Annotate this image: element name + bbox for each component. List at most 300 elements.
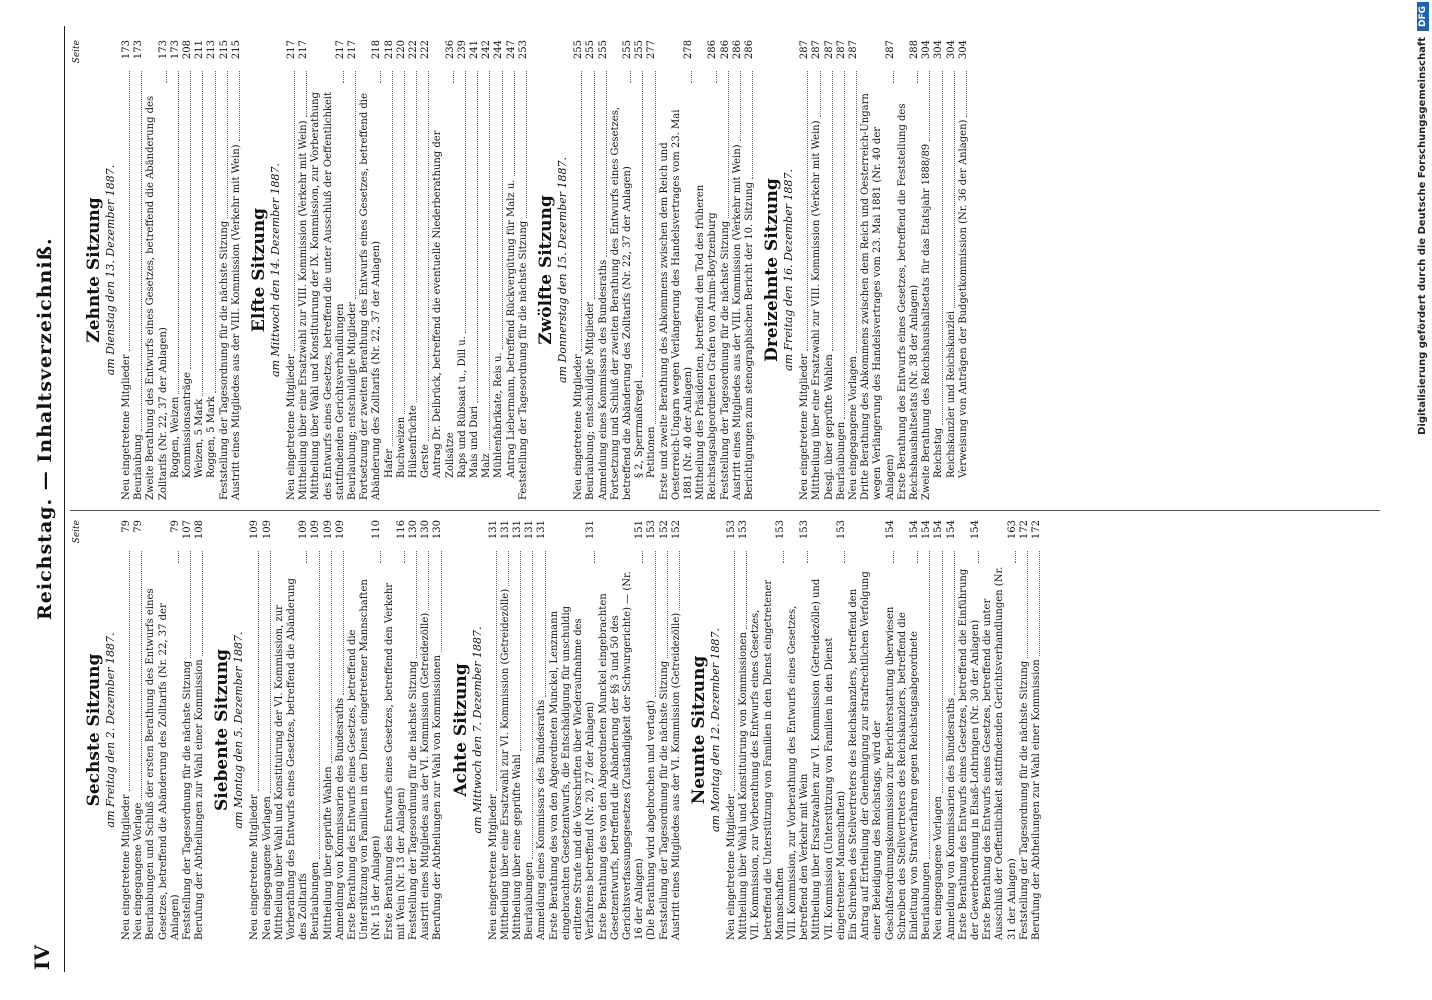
dot-leader xyxy=(258,551,259,791)
dot-leader xyxy=(190,71,191,369)
page-ref: 277 xyxy=(646,40,658,60)
dot-leader xyxy=(929,551,930,859)
page-ref: 287 xyxy=(811,40,823,60)
dot-leader xyxy=(294,71,295,351)
page-ref: 116 xyxy=(395,520,407,540)
page-ref: 79 xyxy=(133,520,145,533)
page-ref: 217 xyxy=(347,40,359,60)
entry-text: Mittheilung über eine Ersatzwahl zur VI. Kommission (Getreidezölle) xyxy=(499,588,511,940)
dot-leader xyxy=(508,551,509,586)
page-ref: 255 xyxy=(597,40,609,60)
page-ref: 173 xyxy=(121,40,132,60)
entry-text: Reichskanzler und Reichskanzlei xyxy=(945,311,957,478)
entry-text: Buchweizen xyxy=(395,416,407,478)
entry-text: Feststellung der Tagesordnung für die nächste Sitzung xyxy=(218,220,230,500)
session-title: Siebente Sitzung xyxy=(212,648,233,812)
session-title: Dreizehnte Sitzung xyxy=(762,178,783,362)
toc-entry xyxy=(310,40,347,500)
dot-leader xyxy=(942,71,943,425)
toc-entry xyxy=(359,40,383,500)
session-date: am Freitag den 2. Dezember 1887. xyxy=(104,632,117,828)
session-title: Sechste Sitzung xyxy=(84,653,104,807)
page-ref: 154 xyxy=(908,520,920,540)
entry-text: Mühlenfabrikate, Reis u. xyxy=(493,352,505,478)
entry-list xyxy=(726,520,1043,940)
toc-column-left xyxy=(72,520,1372,940)
dot-leader xyxy=(380,71,381,83)
dot-leader xyxy=(954,551,955,695)
dot-leader xyxy=(520,551,521,751)
running-title: Reichstag. — Inhaltsverzeichniß. xyxy=(34,237,56,620)
page-ref: 153 xyxy=(799,520,811,540)
page-ref: 287 xyxy=(884,40,896,60)
page-ref: 173 xyxy=(133,40,145,60)
page-ref: 110 xyxy=(371,520,383,540)
page-ref: 131 xyxy=(512,520,524,540)
toc-entry xyxy=(347,40,359,500)
page-ref: 287 xyxy=(799,40,811,60)
entry-list xyxy=(249,520,444,940)
dot-leader xyxy=(746,551,747,629)
toc-entry xyxy=(610,40,634,500)
toc-entry xyxy=(518,40,530,500)
toc-entry xyxy=(720,40,732,500)
page-ref: 131 xyxy=(499,520,511,540)
page-ref: 215 xyxy=(230,40,242,60)
dot-leader xyxy=(141,71,142,431)
entry-text: Austritt eines Mitgliedes aus der VIII. Kommission (Verkehr mit Wein) xyxy=(230,144,242,500)
page-ref: 255 xyxy=(573,40,585,60)
toc-entry xyxy=(481,40,493,500)
page-ref: 217 xyxy=(286,40,298,60)
toc-entry xyxy=(860,40,897,500)
page-ref: 109 xyxy=(310,520,322,540)
page-ref: 173 xyxy=(169,40,181,60)
toc-entry xyxy=(469,40,481,500)
entry-text: Ein Schreiben des Stellvertreters des Reichskanzlers, betreffend den Antrag auf Ertheilung der Genehmigung zur strafrechtlichen Verfolgung einer Beleidigung des Reichstags, wird der Geschäftsordnungskommission zur Berichterstattung überwiesen xyxy=(847,571,896,940)
entry-text: Raps und Rübsaat u., Dill u. xyxy=(456,336,468,478)
toc-entry xyxy=(133,520,145,940)
entry-text: Neu eingetretene Mitglieder xyxy=(799,354,811,500)
column-left-sessions xyxy=(84,520,1043,940)
page-ref: 211 xyxy=(194,40,206,60)
toc-entry xyxy=(170,40,182,500)
toc-entry xyxy=(659,40,696,500)
entry-text: Neu eingetretene Mitglieder xyxy=(249,794,261,940)
toc-entry xyxy=(695,40,719,500)
dot-leader xyxy=(978,551,979,563)
page-ref: 218 xyxy=(371,40,383,60)
toc-entry xyxy=(958,40,970,500)
session-title: Achte Sitzung xyxy=(450,663,471,797)
session-section xyxy=(536,40,756,500)
session-date: am Mittwoch den 14. Dezember 1887. xyxy=(269,163,283,377)
page-ref: 131 xyxy=(524,520,536,540)
toc-entry xyxy=(933,520,945,940)
toc-entry xyxy=(488,520,500,940)
page-ref: 255 xyxy=(634,40,646,60)
dot-leader xyxy=(453,71,454,83)
toc-entry xyxy=(787,520,811,940)
page-ref: 153 xyxy=(738,520,750,540)
entry-text: Erste Berathung des Entwurfs eines Gesetzes, betreffend die Feststellung des Reichshaushaltsetats (Nr. 38 der Anlagen) xyxy=(896,103,920,500)
entry-text: Fortsetzung und Schluß der zweiten Berathung des Entwurfs eines Gesetzes, betreffend die Abänderung des Zolltarifs (Nr. 22, 37 der Anlagen) xyxy=(609,106,633,500)
dot-leader xyxy=(178,551,179,563)
toc-entry xyxy=(726,520,738,940)
dot-leader xyxy=(227,71,228,218)
entry-text: Petitionen xyxy=(646,426,658,478)
toc-entry xyxy=(671,520,683,940)
entry-text: Beurlaubungen xyxy=(310,861,322,940)
dot-leader xyxy=(606,71,607,257)
dot-leader xyxy=(202,71,203,396)
dot-leader xyxy=(740,71,741,141)
page-ref: 154 xyxy=(884,520,896,540)
entry-text: Beurlaubungen und Schluß der ersten Berathung des Entwurfs eines Gesetzes, betreffend die Abänderung des Zolltarifs (Nr. 22, 37 der Anlagen) xyxy=(145,588,181,940)
toc-entry xyxy=(384,520,408,940)
toc-entry xyxy=(506,40,518,500)
toc-column-right xyxy=(72,40,1372,500)
toc-entry xyxy=(335,520,347,940)
toc-entry xyxy=(848,40,860,500)
page-ref: 153 xyxy=(774,520,786,540)
entry-list xyxy=(799,40,970,500)
page-ref: 253 xyxy=(517,40,529,60)
dot-leader xyxy=(844,71,845,419)
session-title: Zwölfte Sitzung xyxy=(536,195,557,345)
session-date: am Freitag den 16. Dezember 1887. xyxy=(782,169,796,371)
toc-entry xyxy=(219,40,231,500)
page-ref: 241 xyxy=(469,40,481,60)
toc-entry xyxy=(408,520,420,940)
entry-text: Austritt eines Mitgliedes aus der VI. Kommission (Getreidezölle) xyxy=(670,612,682,940)
dot-leader xyxy=(343,551,344,695)
entry-list xyxy=(121,520,206,940)
entry-text: Berufung der Abtheilungen zur Wahl einer Kommission xyxy=(1031,659,1042,940)
toc-entry xyxy=(897,40,921,500)
entry-text: Beurlaubung; entschuldigte Mitglieder xyxy=(585,302,597,500)
page-ref: 236 xyxy=(444,40,456,60)
session-section xyxy=(84,520,206,940)
page-ref: 79 xyxy=(169,520,181,533)
entry-text: Roggen, 5 Mark xyxy=(206,396,218,478)
entry-text: Beurlaubungen xyxy=(524,861,536,940)
dot-leader xyxy=(502,71,503,349)
entry-text: Neu eingegangene Vorlagen xyxy=(933,796,945,940)
dot-leader xyxy=(594,551,595,563)
entry-text: (Die Berathung wird abgebrochen und vertagt) xyxy=(646,700,658,940)
dot-leader xyxy=(380,551,381,563)
dot-leader xyxy=(532,551,533,859)
page-ref: 217 xyxy=(298,40,310,60)
dot-leader xyxy=(942,551,943,793)
toc-entry xyxy=(206,40,218,500)
dot-leader xyxy=(642,71,643,377)
page-ref: 217 xyxy=(334,40,346,60)
toc-entry xyxy=(121,520,133,940)
page-ref: 130 xyxy=(432,520,444,540)
dot-leader xyxy=(306,551,307,563)
entry-text: Berichtigungen zum stenographischen Bericht der 10. Sitzung xyxy=(743,182,755,500)
entry-text: Reichstag xyxy=(933,427,945,478)
page-ref: 108 xyxy=(194,520,206,540)
dot-leader xyxy=(428,71,429,441)
entry-text: Hafer xyxy=(383,448,395,478)
toc-entry xyxy=(897,520,921,940)
toc-entry xyxy=(921,40,933,500)
dot-leader xyxy=(392,71,393,446)
page-ref: 286 xyxy=(731,40,743,60)
page-ref: 208 xyxy=(182,40,194,60)
digitization-sidebar xyxy=(1413,2,1432,1000)
dot-leader xyxy=(728,71,729,218)
seite-label: Seite xyxy=(72,40,82,64)
entry-text: Hülsenfrüchte xyxy=(408,405,420,478)
entry-list xyxy=(488,520,683,940)
session-section xyxy=(249,40,530,500)
dot-leader xyxy=(716,71,717,83)
entry-list xyxy=(121,40,243,500)
page-ref: 109 xyxy=(334,520,346,540)
dot-leader xyxy=(404,551,405,563)
session-title: Zehnte Sitzung xyxy=(84,197,104,343)
dot-leader xyxy=(477,71,478,403)
entry-text: Gerste xyxy=(420,444,432,478)
entry-text: Kommissionsanträge xyxy=(182,372,194,478)
toc-entry xyxy=(262,520,274,940)
entry-text: Antrag Liebermann, betreffend Rückvergütung für Malz u. xyxy=(505,179,517,478)
entry-text: Erste Berathung des Entwurfs eines Gesetzes, betreffend den Verkehr mit Wein (Nr. 13 der Anlagen) xyxy=(383,582,407,940)
page-ref: 244 xyxy=(493,40,505,60)
dfg-logo: DFG xyxy=(1417,2,1429,31)
dot-leader xyxy=(1015,551,1016,563)
entry-text: Beurlaubungen xyxy=(835,421,847,500)
page-ref: 152 xyxy=(658,520,670,540)
session-section xyxy=(84,40,243,500)
toc-entry xyxy=(1031,520,1043,940)
dot-leader xyxy=(202,551,203,656)
entry-text: VII. Kommission, zur Vorberathung des Entwurfs eines Gesetzes, betreffend die Unterstützung von Familien in den Dienst eingetretener Mannschaften xyxy=(750,579,786,940)
toc-entry xyxy=(274,520,311,940)
dot-leader xyxy=(428,551,429,610)
toc-entry xyxy=(323,520,335,940)
page-ref: 154 xyxy=(969,520,981,540)
page-ref: 242 xyxy=(481,40,493,60)
entry-text: Erste Berathung des von den Abgeordneten Munckel eingebrachten Gesetzentwurfs, betreffend die Abänderung der §§ 3 und 50 des Gerichtsverfassungsgesetzes (Zuständigkeit der Schwurgerichte) — (Nr. 16 der Anlagen) xyxy=(597,571,646,940)
toc-entry xyxy=(946,40,958,500)
dot-leader xyxy=(215,71,216,393)
page-ref: 247 xyxy=(505,40,517,60)
entry-text: Berufung der Abtheilungen zur Wahl einer Kommission xyxy=(194,659,206,940)
page-ref: 153 xyxy=(646,520,658,540)
toc-entry xyxy=(598,520,647,940)
page-ref: 154 xyxy=(933,520,945,540)
entry-text: Erste Berathung des von den Abgeordneten Munckel, Lenzmann eingebrachten Gesetzentwurfs, die Entschädigung für unschuldig erlittene Strafe und die Vorschriften über Wiederaufnahme des Verfahrens betreffend (Nr. 20, 27 der Anlagen) xyxy=(548,605,597,940)
page-ref: 107 xyxy=(182,520,194,540)
toc-entry xyxy=(549,520,598,940)
entry-text: Berufung der Abtheilungen zur Wahl von Kommissionen xyxy=(432,655,444,940)
toc-entry xyxy=(194,520,206,940)
toc-entry xyxy=(512,520,524,940)
toc-entry xyxy=(921,520,933,940)
dot-leader xyxy=(404,71,405,414)
toc-entry xyxy=(536,520,548,940)
dot-leader xyxy=(655,551,656,697)
entry-text: Mittheilung über geprüfte Wahlen xyxy=(322,766,334,940)
entry-text: § 2, Sperrmaßregel xyxy=(634,380,646,478)
entry-text: Erste und zweite Berathung des Abkommens zwischen dem Reich und Oesterreich-Ungarn wegen Verlängerung des Handelsvertrages vom 23. Mai 1881 (Nr. 40 der Anlagen) xyxy=(658,109,694,500)
dot-leader xyxy=(655,71,656,424)
toc-entry xyxy=(432,40,456,500)
toc-entry xyxy=(659,520,671,940)
toc-entry xyxy=(799,40,811,500)
toc-entry xyxy=(420,520,432,940)
toc-entry xyxy=(420,40,432,500)
page-ref: 222 xyxy=(420,40,432,60)
dot-leader xyxy=(734,551,735,791)
seite-label: Seite xyxy=(72,520,82,544)
entry-text: Roggen, Weizen xyxy=(169,396,181,478)
entry-text: Beurlaubung; entschuldigte Mitglieder xyxy=(347,302,359,500)
toc-entry xyxy=(585,40,597,500)
page-ref: 153 xyxy=(835,520,847,540)
entry-text: Mittheilung über Wahl und Konstituirung der VI. Kommission, zur Vorberathung des Entwurfs eines Gesetzes, betreffend die Abänderung des Zolltarifs xyxy=(273,578,310,940)
page-number: IV xyxy=(30,945,54,970)
entry-text: Beurlaubungen xyxy=(921,861,933,940)
entry-text: Neu eingetretene Mitglieder xyxy=(286,354,298,500)
toc-entry xyxy=(646,520,658,940)
dot-leader xyxy=(306,71,307,117)
toc-entry xyxy=(738,520,750,940)
session-section xyxy=(762,40,970,500)
dot-leader xyxy=(954,71,955,308)
entry-text: Mittheilung über Wahl und Konstituirung von Kommissionen xyxy=(738,632,750,940)
dot-leader xyxy=(917,551,918,563)
dot-leader xyxy=(489,71,490,450)
entry-text: Zweite Berathung des Reichshaushaltsetats für das Etatsjahr 1888/89 xyxy=(921,143,933,500)
page-ref: 222 xyxy=(408,40,420,60)
page-ref: 151 xyxy=(634,520,646,540)
page-ref: 286 xyxy=(719,40,731,60)
page-ref: 215 xyxy=(218,40,230,60)
page-ref: 130 xyxy=(408,520,420,540)
page-ref: 213 xyxy=(206,40,218,60)
page-ref: 130 xyxy=(420,520,432,540)
dot-leader xyxy=(667,551,668,658)
dot-leader xyxy=(1039,551,1040,656)
toc-entry xyxy=(982,520,1019,940)
toc-entry xyxy=(194,40,206,500)
dot-leader xyxy=(966,71,967,117)
page-ref: 304 xyxy=(921,40,933,60)
dot-leader xyxy=(129,551,130,791)
entry-text: Erste Berathung des Entwurfs eines Gesetzes, betreffend die Einführung der Gewerbeordnung in Elsaß-Lothringen (Nr. 30 der Anlagen) xyxy=(957,568,981,940)
dot-leader xyxy=(832,71,833,351)
toc-entry xyxy=(946,520,958,940)
dot-leader xyxy=(514,71,515,177)
page-ref: 163 xyxy=(1006,520,1018,540)
toc-entry xyxy=(182,520,194,940)
page-ref: 154 xyxy=(945,520,957,540)
toc-entry xyxy=(432,520,444,940)
entry-text: Weizen, 5 Mark xyxy=(194,398,206,478)
dot-leader xyxy=(239,71,240,141)
session-title: Elfte Sitzung xyxy=(249,207,270,333)
toc-entry xyxy=(231,40,243,500)
page-ref: 304 xyxy=(957,40,969,60)
session-section xyxy=(212,520,444,940)
toc-entry xyxy=(573,40,585,500)
header-rule xyxy=(64,26,65,972)
dot-leader xyxy=(807,551,808,563)
entry-text: Austritt eines Mitgliedes aus der VI. Kommission (Getreidezölle) xyxy=(420,612,432,940)
entry-text: VIII. Kommission, zur Vorberathung des Entwurfs eines Gesetzes, betreffend den Verkehr mit Wein xyxy=(786,605,811,940)
dot-leader xyxy=(319,551,320,859)
dot-leader xyxy=(166,71,167,83)
toc-entry xyxy=(145,40,169,500)
dot-leader xyxy=(270,551,271,793)
page-ref: 286 xyxy=(707,40,719,60)
page-ref: 288 xyxy=(908,40,920,60)
dot-leader xyxy=(594,71,595,299)
dot-leader xyxy=(844,551,845,563)
toc-entry xyxy=(408,40,420,500)
toc-entry xyxy=(598,40,610,500)
toc-entry xyxy=(732,40,744,500)
entry-text: Erste Berathung des Entwurfs eines Gesetzes, betreffend die unter Ausschluß der Oeffentlichkeit stattfindenden Gerichtsverhandlungen (Nr. 31 der Anlagen) xyxy=(982,566,1018,940)
entry-text: Feststellung der Tagesordnung für die nächste Sitzung xyxy=(182,660,194,940)
toc-entry xyxy=(298,40,310,500)
dot-leader xyxy=(416,551,417,658)
entry-text: Feststellung der Tagesordnung für die nächste Sitzung xyxy=(658,660,670,940)
entry-text: Anmeldung eines Kommissars des Bundesraths xyxy=(536,699,548,940)
dot-leader xyxy=(343,71,344,83)
toc-entry xyxy=(750,520,787,940)
dot-leader xyxy=(917,71,918,83)
entry-text: Austritt eines Mitgliedes aus der VIII. Kommission (Verkehr mit Wein) xyxy=(731,144,743,500)
entry-text: Feststellung der Tagesordnung für die nächste Sitzung xyxy=(517,220,529,500)
entry-text: Desgl. über geprüfte Wahlen xyxy=(823,354,835,500)
page-ref: 278 xyxy=(682,40,694,60)
entry-text: Antrag Dr. Delbrück, betreffend die eventuelle Niederberathung der Zollsätze xyxy=(432,130,456,478)
page-ref: 131 xyxy=(536,520,548,540)
dot-leader xyxy=(642,551,643,563)
dot-leader xyxy=(820,71,821,117)
entry-text: Mittheilung über eine geprüfte Wahl xyxy=(512,754,524,940)
dot-leader xyxy=(545,551,546,697)
toc-entry xyxy=(1019,520,1031,940)
toc-entry xyxy=(634,40,646,500)
dot-leader xyxy=(893,551,894,563)
dot-leader xyxy=(416,71,417,402)
dot-leader xyxy=(679,551,680,610)
entry-text: Neu eingetretene Mitglieder xyxy=(121,354,132,500)
dot-leader xyxy=(893,71,894,83)
entry-text: Mais und Dari xyxy=(469,405,481,478)
page-ref: 109 xyxy=(322,520,334,540)
toc-entry xyxy=(933,40,945,500)
dot-leader xyxy=(190,551,191,658)
toc-entry xyxy=(811,40,823,500)
entry-text: Neu eingetretene Mitglieder xyxy=(725,794,737,940)
entry-text: Mittheilung über eine Ersatzwahl zur VIII. Kommission (Verkehr mit Wein) xyxy=(811,120,823,500)
page-ref: 220 xyxy=(395,40,407,60)
entry-text: Feststellung der Tagesordnung für die nächste Sitzung xyxy=(408,660,420,940)
entry-text: Mittheilung über eine Ersatzwahl zur VIII. Kommission (Verkehr mit Wein) xyxy=(298,120,310,500)
page-ref: 154 xyxy=(921,520,933,540)
page-ref: 109 xyxy=(249,520,261,540)
entry-text: Neu eingetretene Mitglieder xyxy=(121,794,132,940)
